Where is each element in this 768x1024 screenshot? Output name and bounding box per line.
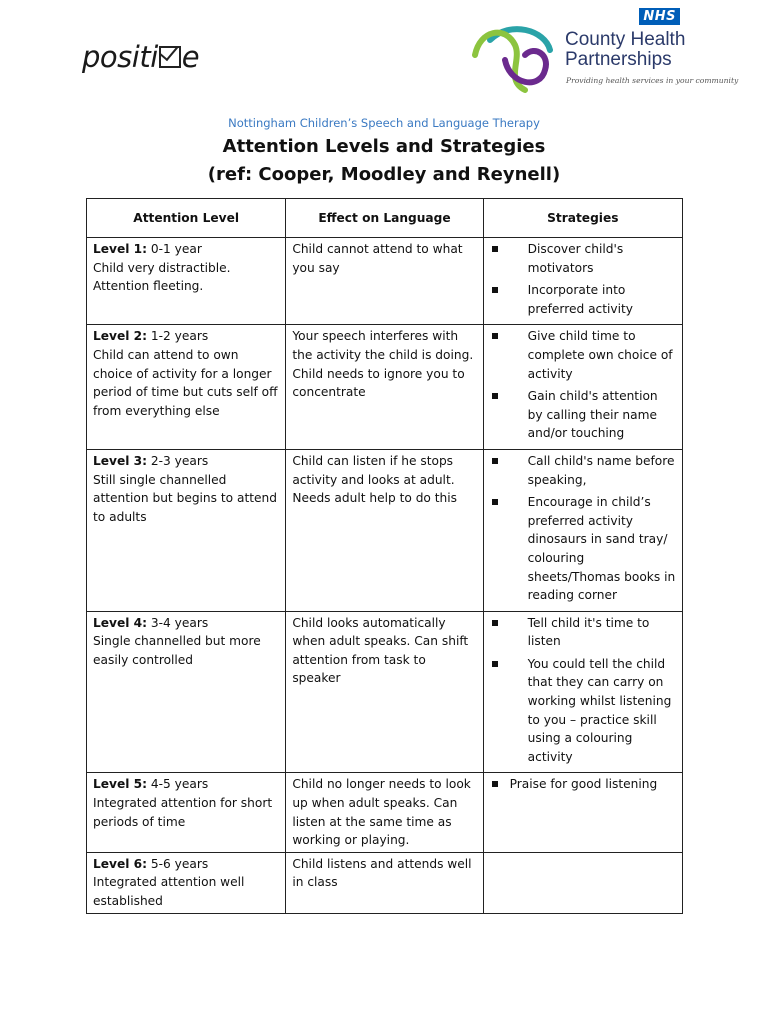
organization-tagline: Providing health services in your community (566, 76, 739, 85)
effect-cell: Child looks automatically when adult speaks. Can shift attention from task to speaker (286, 611, 483, 773)
table-row (87, 449, 683, 611)
nhs-badge: NHS (639, 8, 680, 25)
table-row (87, 325, 683, 450)
strategies-cell (483, 852, 682, 913)
strategies-cell (483, 238, 682, 325)
attention-level-cell: Level 2: 1-2 years Child can attend to own choice of activity for a longer period of time but cuts self off from everything else (87, 325, 286, 450)
document-subtitle: Nottingham Children’s Speech and Language Therapy (228, 116, 540, 130)
positive-logo: positi e (82, 40, 200, 74)
table-row (87, 852, 683, 913)
table-row (87, 773, 683, 852)
header-effect-on-language: Effect on Language (286, 199, 483, 238)
strategies-cell (483, 773, 682, 852)
effect-cell: Child no longer needs to look up when adult speaks. Can listen at the same time as working or playing. (286, 773, 483, 852)
attention-level-cell: Level 6: 5-6 years Integrated attention well established (87, 852, 286, 913)
table-row (87, 238, 683, 325)
document-reference: (ref: Cooper, Moodley and Reynell) (207, 164, 561, 185)
effect-cell: Child cannot attend to what you say (286, 238, 483, 325)
list-item: Tell child it's time to listen (490, 614, 676, 651)
list-item: You could tell the child that they can carry on working whilst listening to you – practice skill using a colouring activity (490, 655, 676, 767)
attention-level-cell: Level 5: 4-5 years Integrated attention for short periods of time (87, 773, 286, 852)
strategies-cell (483, 449, 682, 611)
organization-name: County Health Partnerships (565, 29, 686, 70)
attention-level-cell: Level 3: 2-3 years Still single channelled attention but begins to attend to adults (87, 449, 286, 611)
header-strategies: Strategies (483, 199, 682, 238)
effect-cell: Your speech interferes with the activity the child is doing. Child needs to ignore you to concentrate (286, 325, 483, 450)
list-item: Discover child's motivators (490, 240, 676, 277)
swirl-logo-icon (470, 20, 560, 102)
attention-level-cell: Level 4: 3-4 years Single channelled but more easily controlled (87, 611, 286, 773)
effect-cell: Child listens and attends well in class (286, 852, 483, 913)
list-item: Call child's name before speaking, (490, 452, 676, 489)
attention-level-cell: Level 1: 0-1 year Child very distractible. Attention fleeting. (87, 238, 286, 325)
attention-levels-table (86, 198, 683, 914)
list-item: Give child time to complete own choice of activity (490, 327, 676, 383)
strategies-cell (483, 325, 682, 450)
list-item: Incorporate into preferred activity (490, 281, 676, 318)
header-attention-level: Attention Level (87, 199, 286, 238)
effect-cell: Child can listen if he stops activity and looks at adult. Needs adult help to do this (286, 449, 483, 611)
list-item: Encourage in child’s preferred activity dinosaurs in sand tray/ colouring sheets/Thomas books in reading corner (490, 493, 676, 605)
table-header-row (87, 199, 683, 238)
table-row (87, 611, 683, 773)
strategies-cell (483, 611, 682, 773)
checkbox-tick-icon (159, 46, 181, 68)
list-item: Gain child's attention by calling their name and/or touching (490, 387, 676, 443)
county-health-logo (470, 8, 739, 98)
list-item: Praise for good listening (490, 775, 676, 794)
document-title: Attention Levels and Strategies (222, 136, 546, 157)
